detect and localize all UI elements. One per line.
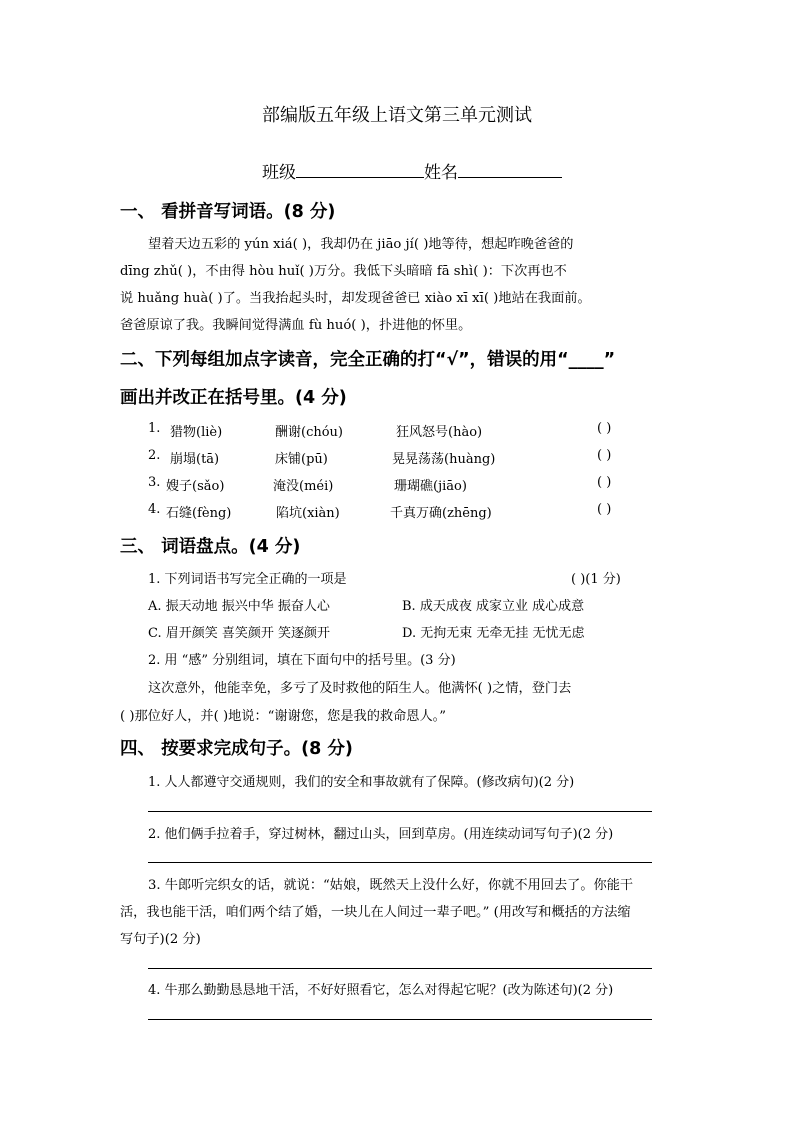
s2-word-c: 千真万确(zhēng) bbox=[390, 506, 492, 521]
s4-q3-line-2: 活，我也能干活，咱们两个结了婚，一块儿在人间过一辈子吧。” (用改写和概括的方法缩 bbox=[120, 905, 631, 920]
s2-row-number: 2. bbox=[148, 448, 161, 463]
s3-q1-answer-paren[interactable]: ( )(1 分) bbox=[571, 572, 621, 587]
class-label: 班级 bbox=[262, 163, 296, 183]
s2-row-number: 1. bbox=[148, 421, 161, 436]
s4-q1-answer-line[interactable] bbox=[148, 811, 652, 812]
class-blank[interactable] bbox=[296, 161, 424, 178]
s4-q3-line-1: 3. 牛郎听完织女的话，就说：“姑娘，既然天上没什么好，你就不用回去了。你能干 bbox=[148, 878, 634, 893]
s2-row-number: 3. bbox=[148, 475, 161, 490]
s3-option-d[interactable]: D. 无拘无束 无牵无挂 无忧无虑 bbox=[402, 626, 585, 641]
section-3-heading: 三、 词语盘点。(4 分) bbox=[120, 537, 301, 557]
s2-answer-paren[interactable]: ( ) bbox=[597, 502, 612, 517]
s3-q2-line-1: 这次意外，他能幸免，多亏了及时救他的陌生人。他满怀( )之情，登门去 bbox=[148, 681, 572, 696]
s1-line-4: 爸爸原谅了我。我瞬间觉得满血 fù huó( )，扑进他的怀里。 bbox=[120, 318, 472, 333]
s2-word-a: 猎物(liè) bbox=[170, 425, 223, 440]
s2-word-a: 崩塌(tā) bbox=[170, 452, 220, 467]
s4-question-4: 4. 牛那么勤勤恳恳地干活，不好好照看它，怎么对得起它呢？(改为陈述句)(2 分) bbox=[148, 983, 614, 998]
s1-line-2: dīng zhǔ( )，不由得 hòu huǐ( )万分。我低下头暗暗 fā shì( )：下次再也不 bbox=[120, 264, 567, 279]
s2-word-a: 嫂子(sǎo) bbox=[166, 479, 225, 494]
s3-question-2: 2. 用 “感” 分别组词，填在下面句中的括号里。(3 分) bbox=[148, 653, 456, 668]
s2-word-c: 狂风怒号(hào) bbox=[396, 425, 483, 440]
section-2-heading-cont: 画出并改正在括号里。(4 分) bbox=[120, 388, 347, 408]
student-info bbox=[262, 158, 562, 183]
s3-option-a[interactable]: A. 振天动地 振兴中华 振奋人心 bbox=[148, 599, 330, 614]
s4-q4-answer-line[interactable] bbox=[148, 1019, 652, 1020]
s2-word-b: 酬谢(chóu) bbox=[275, 425, 343, 440]
s1-line-1: 望着天边五彩的 yún xiá( )，我却仍在 jiāo jí( )地等待，想起昨晚爸爸的 bbox=[148, 237, 574, 252]
s2-row-number: 4. bbox=[148, 502, 161, 517]
section-2-heading: 二、下列每组加点字读音，完全正确的打“√”，错误的用“____” bbox=[120, 350, 616, 370]
s2-answer-paren[interactable]: ( ) bbox=[597, 421, 612, 436]
s4-q3-answer-line[interactable] bbox=[148, 968, 652, 969]
s4-q3-line-3: 写句子)(2 分) bbox=[120, 932, 201, 947]
s3-option-b[interactable]: B. 成天成夜 成家立业 成心成意 bbox=[402, 599, 585, 614]
s2-word-a: 石缝(fèng) bbox=[166, 506, 232, 521]
name-label: 姓名 bbox=[424, 163, 458, 183]
s2-word-c: 珊瑚礁(jiāo) bbox=[394, 479, 467, 494]
s3-q2-line-2: ( )那位好人，并( )地说：“谢谢您，您是我的救命恩人。” bbox=[120, 709, 446, 724]
page-title: 部编版五年级上语文第三单元测试 bbox=[262, 105, 532, 126]
section-4-heading: 四、 按要求完成句子。(8 分) bbox=[120, 739, 353, 759]
s2-word-b: 床铺(pū) bbox=[275, 452, 328, 467]
s2-answer-paren[interactable]: ( ) bbox=[597, 475, 612, 490]
section-1-heading: 一、 看拼音写词语。(8 分) bbox=[120, 202, 336, 222]
s4-question-1: 1. 人人都遵守交通规则，我们的安全和事故就有了保障。(修改病句)(2 分) bbox=[148, 775, 575, 790]
s2-word-c: 晃晃荡荡(huàng) bbox=[392, 452, 496, 467]
name-blank[interactable] bbox=[458, 161, 562, 178]
s3-option-c[interactable]: C. 眉开颜笑 喜笑颜开 笑逐颜开 bbox=[148, 626, 331, 641]
s4-q2-answer-line[interactable] bbox=[148, 862, 652, 863]
s1-line-3: 说 huǎng huà( )了。当我抬起头时，却发现爸爸已 xiào xī xī( )地站在我面前。 bbox=[120, 291, 591, 306]
s4-question-2: 2. 他们俩手拉着手，穿过树林，翻过山头，回到草房。(用连续动词写句子)(2 分) bbox=[148, 827, 614, 842]
s3-question-1: 1. 下列词语书写完全正确的一项是 bbox=[148, 572, 347, 587]
s2-word-b: 陷坑(xiàn) bbox=[276, 506, 340, 521]
s2-word-b: 淹没(méi) bbox=[273, 479, 334, 494]
s2-answer-paren[interactable]: ( ) bbox=[597, 448, 612, 463]
